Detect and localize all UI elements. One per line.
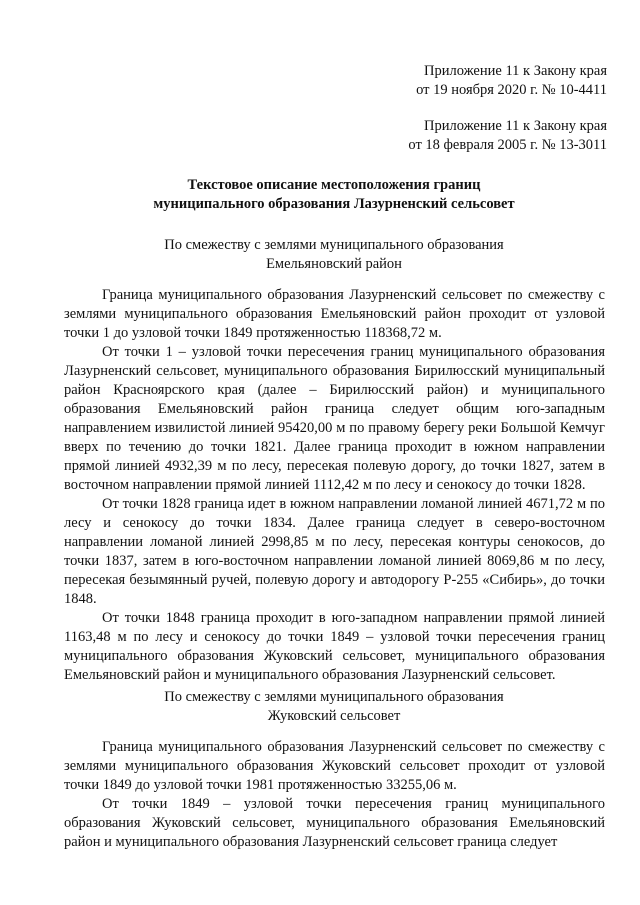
appendix-reference-current <box>416 62 607 100</box>
section2-heading-line1: По смежеству с землями муниципального образования <box>164 689 504 705</box>
section1-heading-line2: Емельяновский район <box>266 256 402 272</box>
title-line2: муниципального образования Лазурненский сельсовет <box>153 196 515 212</box>
appendix-current-line2: от 19 ноября 2020 г. № 10-4411 <box>416 82 607 98</box>
section2-paragraph: Граница муниципального образования Лазурненский сельсовет по смежеству с землями муниципального образования Жуковский сельсовет проходит от узловой точки 1849 до узловой точки 1981 протяженностью 33255,06 м. <box>64 739 605 793</box>
section2-paragraph: От точки 1849 – узловой точки пересечения границ муниципального образования Жуковский сельсовет, муниципального образования Емельяновский район и муниципального образования Лазурненский сельсовет граница следует <box>64 796 605 850</box>
section1-heading-line1: По смежеству с землями муниципального образования <box>164 237 504 253</box>
section1-paragraph: Граница муниципального образования Лазурненский сельсовет по смежеству с землями муниципального образования Емельяновский район проходит от узловой точки 1 до узловой точки 1849 протяженностью 118368,72 м. <box>64 287 605 341</box>
appendix-reference-original <box>408 117 607 155</box>
section2-heading <box>64 688 604 726</box>
section1-body <box>64 286 605 685</box>
section2-body <box>64 738 605 852</box>
section1-paragraph: От точки 1828 граница идет в южном направлении ломаной линией 4671,72 м по лесу и сенокосу до точки 1834. Далее граница следует в северо-восточном направлении ломаной линией 2998,85 м по лесу, пересекая контуры сенокосов, до точки 1837, затем в юго-восточном направлении ломаной линией 8069,86 м по лесу, пересекая безымянный ручей, полевую дорогу и автодорогу Р-255 «Сибирь», до точки 1848. <box>64 496 605 607</box>
appendix-current-line1: Приложение 11 к Закону края <box>424 63 607 79</box>
appendix-original-line1: Приложение 11 к Закону края <box>424 118 607 134</box>
document-title <box>64 176 604 214</box>
section1-heading <box>64 236 604 274</box>
section1-paragraph: От точки 1848 граница проходит в юго-западном направлении прямой линией 1163,48 м по лесу и сенокосу до точки 1849 – узловой точки пересечения границ муниципального образования Жуковский сельсовет, муниципального образования Емельяновский район и муниципального образования Лазурненский сельсовет. <box>64 610 605 683</box>
section1-paragraph: От точки 1 – узловой точки пересечения границ муниципального образования Лазурненский сельсовет, муниципального образования Бирилюсский муниципальный район Красноярского края (далее – Бирилюсский район) и муниципального образования Емельяновский район граница следует общим юго-западным направлением извилистой линией 95420,00 м по правому берегу реки Большой Кемчуг вверх по течению до точки 1821. Далее граница проходит в южном направлении прямой линией 4932,39 м по лесу, пересекая полевую дорогу, до точки 1827, затем в восточном направлении прямой линией 1112,42 м по лесу и сенокосу до точки 1828. <box>64 344 605 493</box>
title-line1: Текстовое описание местоположения границ <box>187 177 481 193</box>
section2-heading-line2: Жуковский сельсовет <box>267 708 401 724</box>
appendix-original-line2: от 18 февраля 2005 г. № 13-3011 <box>408 137 607 153</box>
